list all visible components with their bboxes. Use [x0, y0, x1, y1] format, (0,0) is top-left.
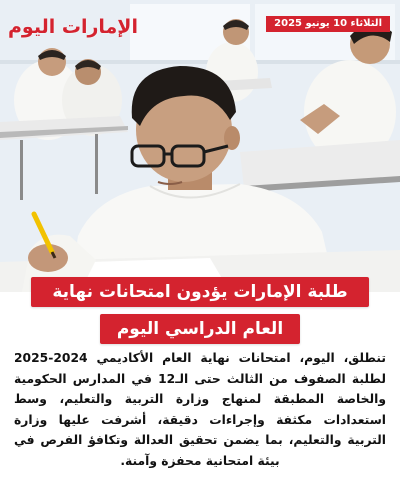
- date-badge: الثلاثاء 10 يونيو 2025: [266, 16, 390, 32]
- brand-logo: [8, 12, 138, 42]
- headline-line-1: [0, 277, 400, 307]
- headline-bar-1: طلبة الإمارات يؤدون امتحانات نهاية: [31, 277, 369, 307]
- headline-bar-2: العام الدراسي اليوم: [100, 314, 300, 344]
- logo-text: الإمارات اليوم: [8, 16, 138, 38]
- headline-line-2: [0, 314, 400, 344]
- article-body: تنطلق، اليوم، امتحانات نهاية العام الأكاديمي 2024-2025 لطلبة الصفوف من الثالث حتى الـ12 في المدارس الحكومية والخاصة المطبقة لمنهاج وزارة التربية والتعليم، وسط استعدادات مكثفة وإجراءات دقيقة، أشرفت عليها وزارة التربية والتعليم، بما يضمن تحقيق العدالة وتكافؤ الفرص في بيئة امتحانية محفزة وآمنة.: [14, 351, 386, 468]
